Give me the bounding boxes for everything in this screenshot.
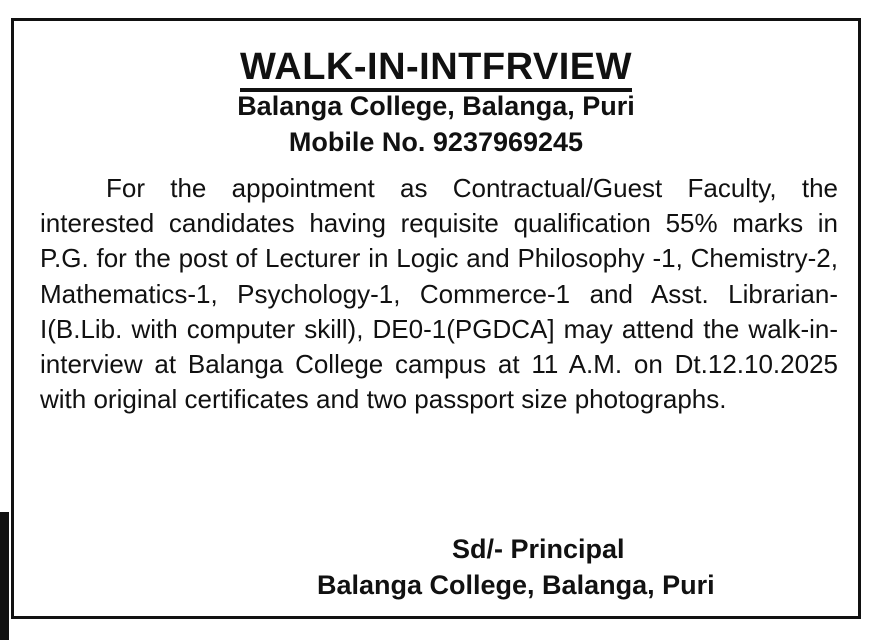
- notice-frame: [11, 18, 861, 619]
- signature-college: Balanga College, Balanga, Puri: [317, 570, 715, 600]
- page-edge-bar: [0, 512, 9, 640]
- college-name: Balanga College, Balanga, Puri: [237, 91, 635, 121]
- mobile-number: Mobile No. 9237969245: [288, 127, 584, 157]
- notice-body: For the appointment as Contractual/Guest Faculty, the interested candidates having requisite qualification 55% marks in P.G. for the post of Lecturer in Logic and Philosophy -1, Chemistry-2, Mathematics-1, Psychology-1, Commerce-1 and Asst. Librarian-I(B.Lib. with computer skill), DE0-1(PGDCA] may attend the walk-in-interview at Balanga College campus at 11 A.M. on Dt.12.10.2025 with original certificates and two passport size photographs.: [40, 173, 838, 415]
- signature-title: Sd/- Principal: [452, 534, 625, 564]
- notice-title: [14, 47, 858, 92]
- notice-title-text: WALK-IN-INTFRVIEW: [240, 47, 632, 92]
